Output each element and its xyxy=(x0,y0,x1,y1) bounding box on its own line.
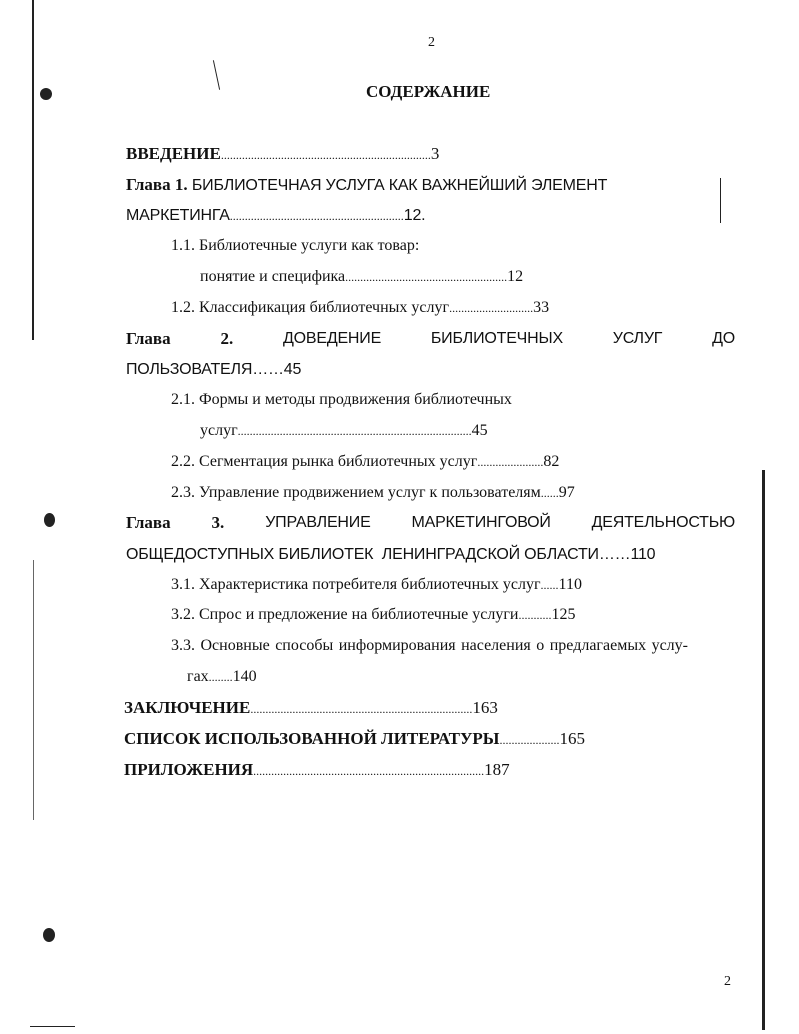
toc-label: 2.3. Управление продвижением услуг к пользователям xyxy=(171,484,541,501)
toc-chapter-1-line1 xyxy=(126,175,607,196)
punch-hole-mark xyxy=(43,928,55,942)
toc-label: ВВЕДЕНИЕ xyxy=(126,144,221,163)
toc-appendix xyxy=(124,760,510,781)
punch-hole-mark xyxy=(44,513,55,527)
toc-section-3-1 xyxy=(171,575,582,595)
toc-page: 165 xyxy=(559,729,585,748)
toc-prefix: Глава xyxy=(126,329,171,348)
toc-prefix-num: 3. xyxy=(211,513,225,532)
toc-prefix: Глава xyxy=(126,513,171,532)
toc-chapter-2-line2 xyxy=(126,359,301,380)
page-title: СОДЕРЖАНИЕ xyxy=(366,82,491,101)
toc-dots: .................... xyxy=(499,733,560,747)
toc-label: МАРКЕТИНГА xyxy=(126,207,230,224)
toc-dots: ...................................................................... xyxy=(220,148,431,162)
toc-references xyxy=(124,729,585,750)
toc-section-3-3-line2 xyxy=(187,667,257,687)
toc-chapter-2-line1 xyxy=(126,329,735,349)
page-number-bottom: 2 xyxy=(724,974,731,989)
toc-page: 140 xyxy=(232,668,257,685)
toc-page: 110 xyxy=(630,546,656,563)
toc-dots: ...... xyxy=(540,486,559,500)
toc-word: ДОВЕДЕНИЕ xyxy=(283,330,382,347)
toc-word: ДЕЯТЕЛЬНОСТЬЮ xyxy=(591,514,735,531)
toc-chapter-3-line1 xyxy=(126,513,735,533)
toc-page: 163 xyxy=(472,698,498,717)
toc-label: ПОЛЬЗОВАТЕЛЯ xyxy=(126,361,253,378)
toc-dots: ............................................................................. xyxy=(253,764,485,778)
toc-chapter-3-line2 xyxy=(126,544,655,565)
toc-label: 3.1. Характеристика потребителя библиотечных услуг xyxy=(171,576,541,593)
toc-dots: ............................ xyxy=(449,301,534,315)
toc-page: 187 xyxy=(484,760,510,779)
toc-word: МАРКЕТИНГОВОЙ xyxy=(411,514,551,531)
toc-word: БИБЛИОТЕЧНЫХ xyxy=(430,330,563,347)
toc-dots: .......................................................... xyxy=(229,209,404,223)
toc-page: 45 xyxy=(471,422,488,439)
scan-edge-left-lower xyxy=(33,560,34,820)
toc-page: 45 xyxy=(283,361,302,378)
toc-section-1-2 xyxy=(171,298,549,318)
toc-dots: …… xyxy=(252,361,284,378)
toc-conclusion xyxy=(124,698,498,719)
toc-word: УСЛУГ xyxy=(612,330,663,347)
toc-dots: .............................................................................. xyxy=(237,424,472,438)
scan-edge-bottom xyxy=(30,1026,75,1027)
scan-stroke xyxy=(720,178,721,223)
toc-label: ПРИЛОЖЕНИЯ xyxy=(124,760,254,779)
toc-prefix: Глава 1. xyxy=(126,175,188,194)
toc-label: 1.2. Классификация библиотечных услуг xyxy=(171,299,450,316)
toc-word: ДО xyxy=(712,330,735,347)
toc-label: ЗАКЛЮЧЕНИЕ xyxy=(124,698,251,717)
toc-dots: .......................................................................... xyxy=(250,702,473,716)
toc-label: СПИСОК ИСПОЛЬЗОВАННОЙ ЛИТЕРАТУРЫ xyxy=(124,729,500,748)
punch-hole-mark xyxy=(40,88,52,100)
toc-word: УПРАВЛЕНИЕ xyxy=(265,514,371,531)
toc-label: БИБЛИОТЕЧНАЯ УСЛУГА КАК ВАЖНЕЙШИЙ ЭЛЕМЕНТ xyxy=(191,177,608,194)
toc-section-1-1-line2 xyxy=(200,267,523,287)
scan-edge-right xyxy=(762,470,765,1030)
toc-prefix-num: 2. xyxy=(220,329,234,348)
page-number-top: 2 xyxy=(428,35,435,50)
toc-page: 97 xyxy=(558,484,575,501)
toc-page: 12 xyxy=(507,268,524,285)
toc-section-3-3-line1: 3.3. Основные способы информирования населения о предлагаемых услу- xyxy=(171,637,688,654)
toc-section-2-1-line2 xyxy=(200,421,488,441)
scan-stroke xyxy=(213,60,220,90)
toc-dots: ...................... xyxy=(477,455,544,469)
toc-dots: ...................................................... xyxy=(345,270,508,284)
toc-dots: ........ xyxy=(208,670,233,684)
toc-label: 2.2. Сегментация рынка библиотечных услуг xyxy=(171,453,478,470)
toc-label: гах xyxy=(187,668,209,685)
toc-dots: ........... xyxy=(518,608,552,622)
toc-page: 125 xyxy=(551,606,576,623)
toc-section-2-2 xyxy=(171,452,559,472)
toc-intro xyxy=(126,144,439,165)
toc-page: 3 xyxy=(430,144,440,163)
toc-page: 110 xyxy=(558,576,582,593)
toc-label: услуг xyxy=(200,422,238,439)
toc-page: 82 xyxy=(543,453,560,470)
toc-label: понятие и специфика xyxy=(200,268,346,285)
toc-section-2-3 xyxy=(171,483,575,503)
toc-page: 12. xyxy=(403,207,426,224)
toc-section-3-2 xyxy=(171,605,575,625)
toc-dots: …… xyxy=(598,546,631,563)
toc-page: 33 xyxy=(533,299,550,316)
toc-section-1-1-line1: 1.1. Библиотечные услуги как товар: xyxy=(171,237,420,254)
toc-chapter-1-line2 xyxy=(126,205,425,226)
toc-dots: ...... xyxy=(540,578,559,592)
toc-label: 3.2. Спрос и предложение на библиотечные услуги xyxy=(171,606,519,623)
toc-section-2-1-line1: 2.1. Формы и методы продвижения библиотечных xyxy=(171,391,512,408)
scan-edge-left xyxy=(32,0,34,340)
toc-label: ОБЩЕДОСТУПНЫХ БИБЛИОТЕК ЛЕНИНГРАДСКОЙ ОБЛАСТИ xyxy=(126,546,599,563)
